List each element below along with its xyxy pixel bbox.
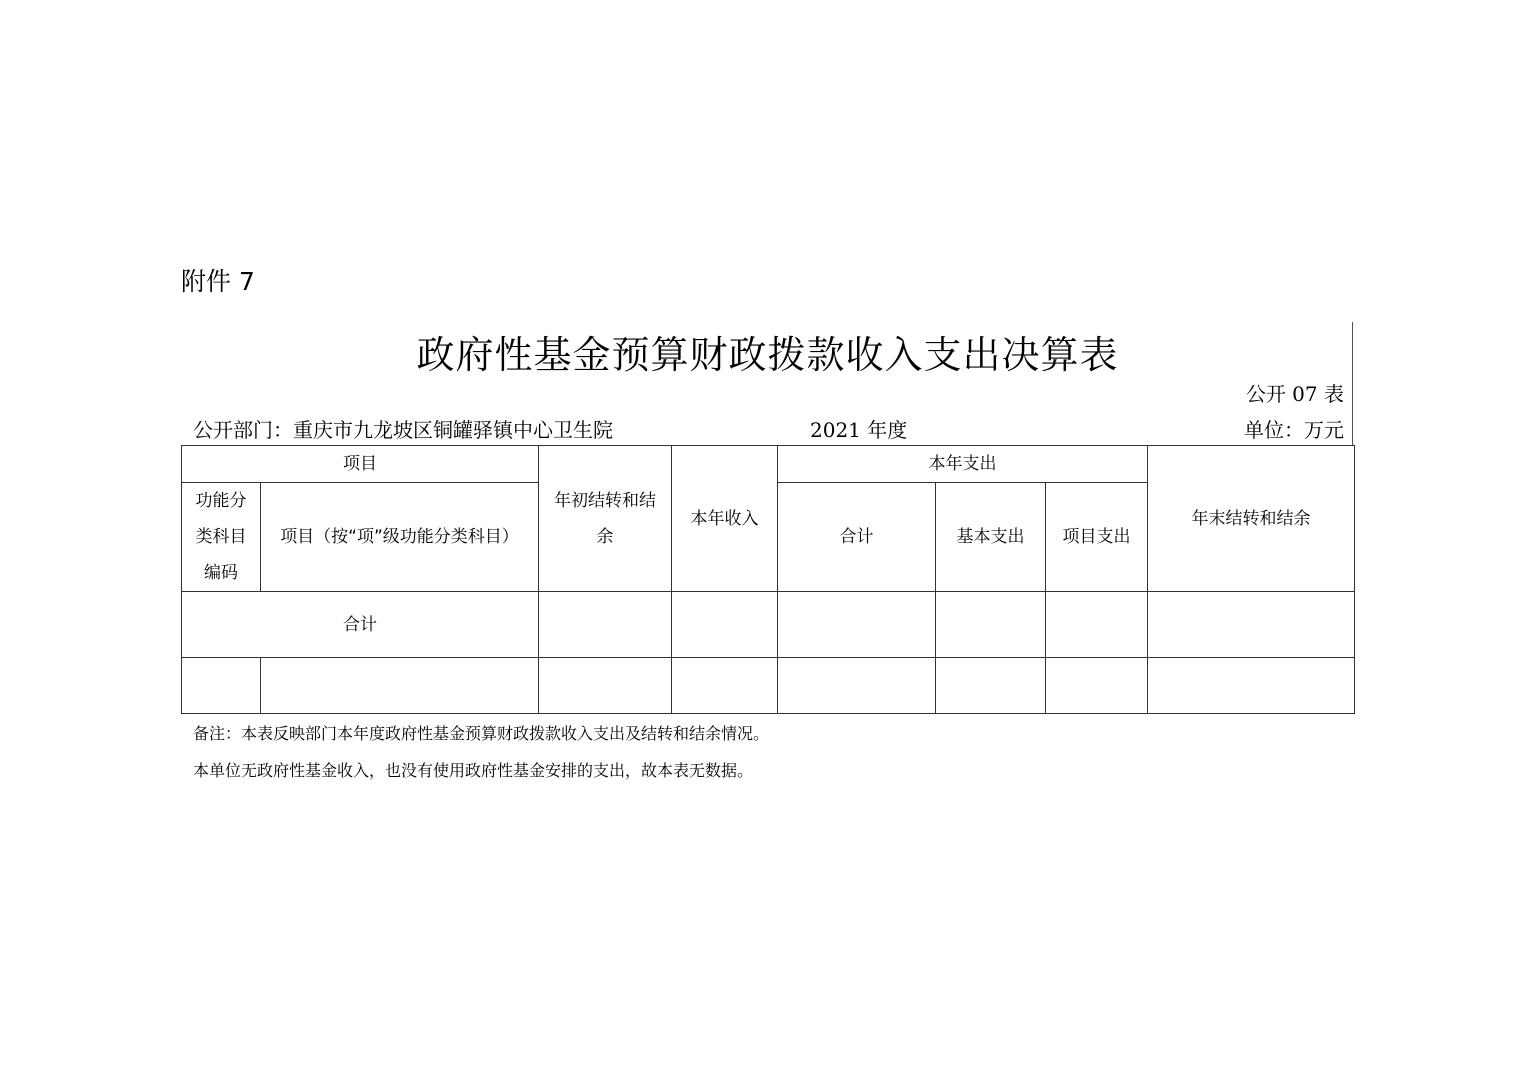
attachment-label: 附件 7 <box>181 267 255 296</box>
header-begin-balance: 年初结转和结 余 <box>539 446 672 592</box>
table-cell <box>778 592 936 658</box>
header-basic: 基本支出 <box>936 483 1046 592</box>
total-row-label: 合计 <box>182 592 539 658</box>
table-cell <box>539 658 672 714</box>
header-end-balance: 年末结转和结余 <box>1148 446 1355 592</box>
header-item-name: 项目（按“项”级功能分类科目） <box>261 483 539 592</box>
header-item: 项目 <box>182 446 539 483</box>
table-cell <box>778 658 936 714</box>
budget-table <box>181 445 1355 714</box>
header-project: 项目支出 <box>1046 483 1148 592</box>
table-cell <box>539 592 672 658</box>
fiscal-year: 2021 年度 <box>810 418 908 442</box>
right-border-line <box>1352 322 1353 446</box>
table-cell <box>1046 592 1148 658</box>
table-cell <box>1148 658 1355 714</box>
table-cell <box>1148 592 1355 658</box>
note-no-data: 本单位无政府性基金收入，也没有使用政府性基金安排的支出，故本表无数据。 <box>193 761 754 780</box>
table-number: 公开 07 表 <box>1245 382 1344 406</box>
table-row <box>182 658 1355 714</box>
table-cell <box>936 658 1046 714</box>
department-label: 公开部门：重庆市九龙坡区铜罐驿镇中心卫生院 <box>193 418 613 442</box>
table-cell <box>936 592 1046 658</box>
table-row <box>182 592 1355 658</box>
table-cell <box>672 658 778 714</box>
header-func-code: 功能分 类科目 编码 <box>182 483 261 592</box>
header-total: 合计 <box>778 483 936 592</box>
header-income: 本年收入 <box>672 446 778 592</box>
table-cell <box>261 658 539 714</box>
table-cell <box>1046 658 1148 714</box>
unit-label: 单位：万元 <box>1244 418 1344 442</box>
table-cell <box>672 592 778 658</box>
table-cell <box>182 658 261 714</box>
page-title: 政府性基金预算财政拨款收入支出决算表 <box>416 333 1119 377</box>
note-remark: 备注：本表反映部门本年度政府性基金预算财政拨款收入支出及结转和结余情况。 <box>193 724 770 743</box>
header-expense: 本年支出 <box>778 446 1148 483</box>
